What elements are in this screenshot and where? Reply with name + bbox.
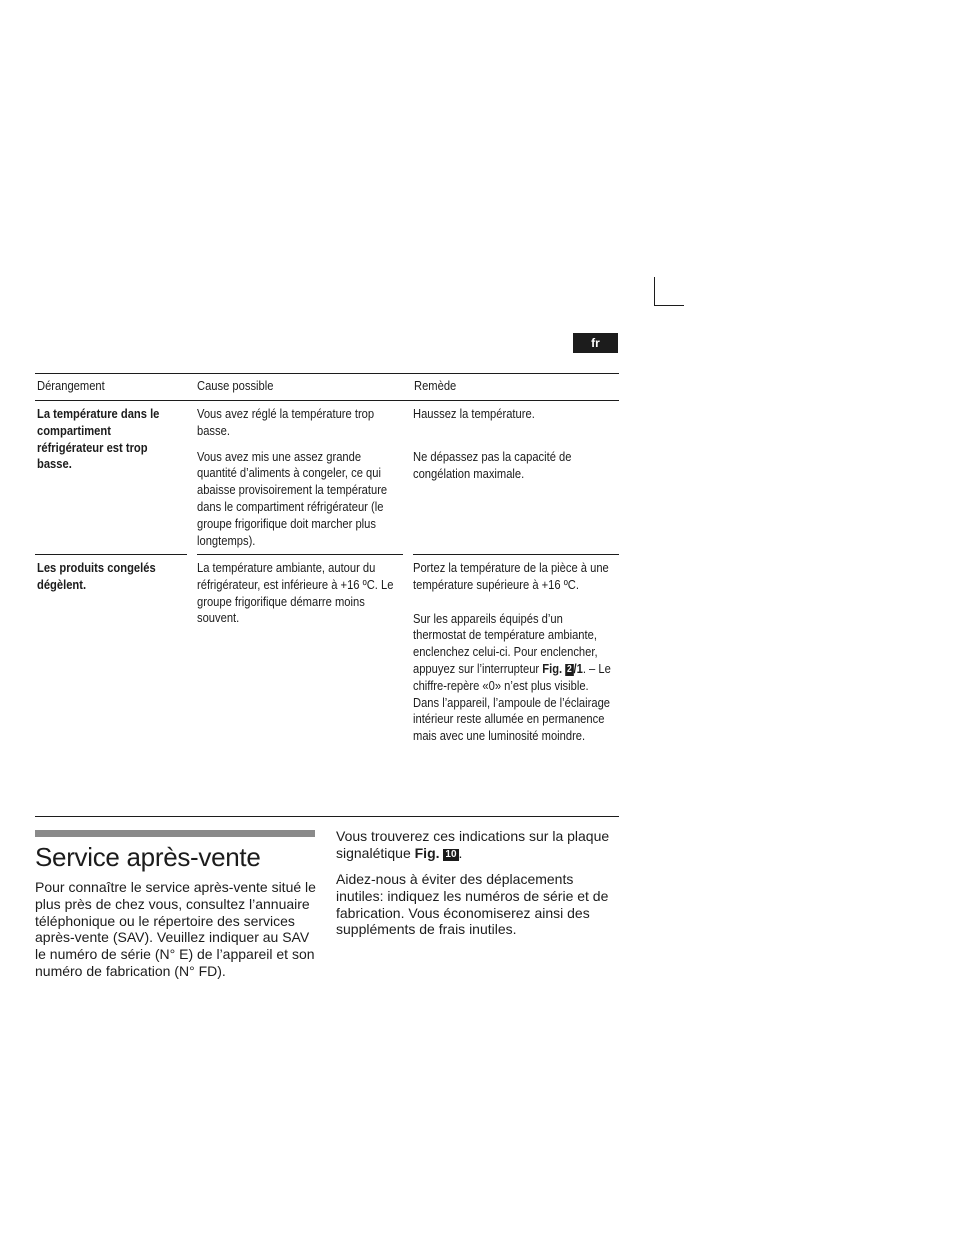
table-row-1-causes [197, 406, 400, 549]
header-fault: Dérangement [37, 378, 105, 393]
table-row-2-remedy-2 [413, 611, 613, 695]
fig-number-badge: 2 [566, 663, 572, 675]
section-heading-bar [35, 830, 315, 837]
table-row-1-remedy-1: Haussez la température. [413, 406, 535, 421]
table-row-2-cause-1: La température ambiante, autour du réfrigérateur, est inférieure à +16 ºC. Le groupe frigorifique démarre moins souvent. [197, 560, 394, 626]
service-paragraph-3: Aidez-nous à éviter des déplacements inutiles: indiquez les numéros de série et de fabrication. Vous économiserez ainsi des suppléments de frais inutiles. [336, 871, 609, 938]
remedy-2-text-after: . – Le chiffre-repère «0» n’est plus visible. [413, 660, 611, 693]
header-cause: Cause possible [197, 378, 274, 393]
table-row-2-remedies [413, 560, 613, 745]
language-tab: fr [573, 333, 618, 353]
row-1-rule-cause [197, 554, 403, 555]
crop-mark-vertical [654, 277, 655, 306]
fig-label: Fig. [542, 660, 563, 676]
table-row-2-remedy-3: Dans l’appareil, l’ampoule de l’éclairage intérieur reste allumée en permanence mais avec une luminosité moindre. [413, 694, 611, 744]
paragraph-2-text: Vous trouverez ces indications sur la plaque signalétique [336, 828, 610, 861]
table-bottom-rule [35, 816, 619, 817]
table-row-1-fault: La température dans le compartiment réfrigérateur est trop basse. [37, 406, 160, 472]
row-1-rule-fault [35, 554, 187, 555]
table-top-rule [35, 373, 619, 374]
header-remedy: Remède [414, 378, 457, 393]
fig-suffix: /1 [573, 660, 583, 676]
table-row-2-remedy-1: Portez la température de la pièce à une température supérieure à +16 ºC. [413, 560, 609, 592]
table-header-rule [35, 400, 619, 401]
paragraph-2-fig-number: 10 [445, 848, 457, 860]
remedy-2-text-before: Sur les appareils équipés d’un thermostat de température ambiante, enclenchez celui-ci. Pour enclencher, appuyez sur l’interrupteur [413, 610, 598, 676]
table-row-1-cause-2: Vous avez mis une assez grande quantité d’aliments à congeler, ce qui abaisse provisoirement la température dans le compartiment réfrigérateur (le groupe frigorifique doit marcher plus longtemps). [197, 448, 388, 548]
paragraph-2-fig-label: Fig. [414, 844, 440, 861]
table-row-1-remedies [413, 406, 609, 482]
section-title: Service après-vente [35, 842, 261, 872]
service-paragraph-2 [336, 828, 612, 862]
row-1-rule-remedy [413, 554, 619, 555]
table-row-1-remedy-2: Ne dépassez pas la capacité de congélation maximale. [413, 448, 572, 481]
paragraph-2-end: . [458, 844, 463, 861]
table-row-1-cause-1: Vous avez réglé la température trop basse. [197, 406, 375, 438]
table-row-2-causes [197, 560, 400, 627]
service-paragraph-1: Pour connaître le service après-vente situé le plus près de chez vous, consultez l’annuaire téléphonique ou le répertoire des services après-vente (SAV). Veuillez indiquer au SAV le numéro de série (N° E) de l’appareil et son numéro de fabrication (N° FD). [35, 879, 316, 979]
fig-reference [542, 661, 583, 676]
crop-mark-horizontal [654, 305, 684, 306]
table-row-2-fault: Les produits congelés dégèlent. [37, 560, 156, 592]
